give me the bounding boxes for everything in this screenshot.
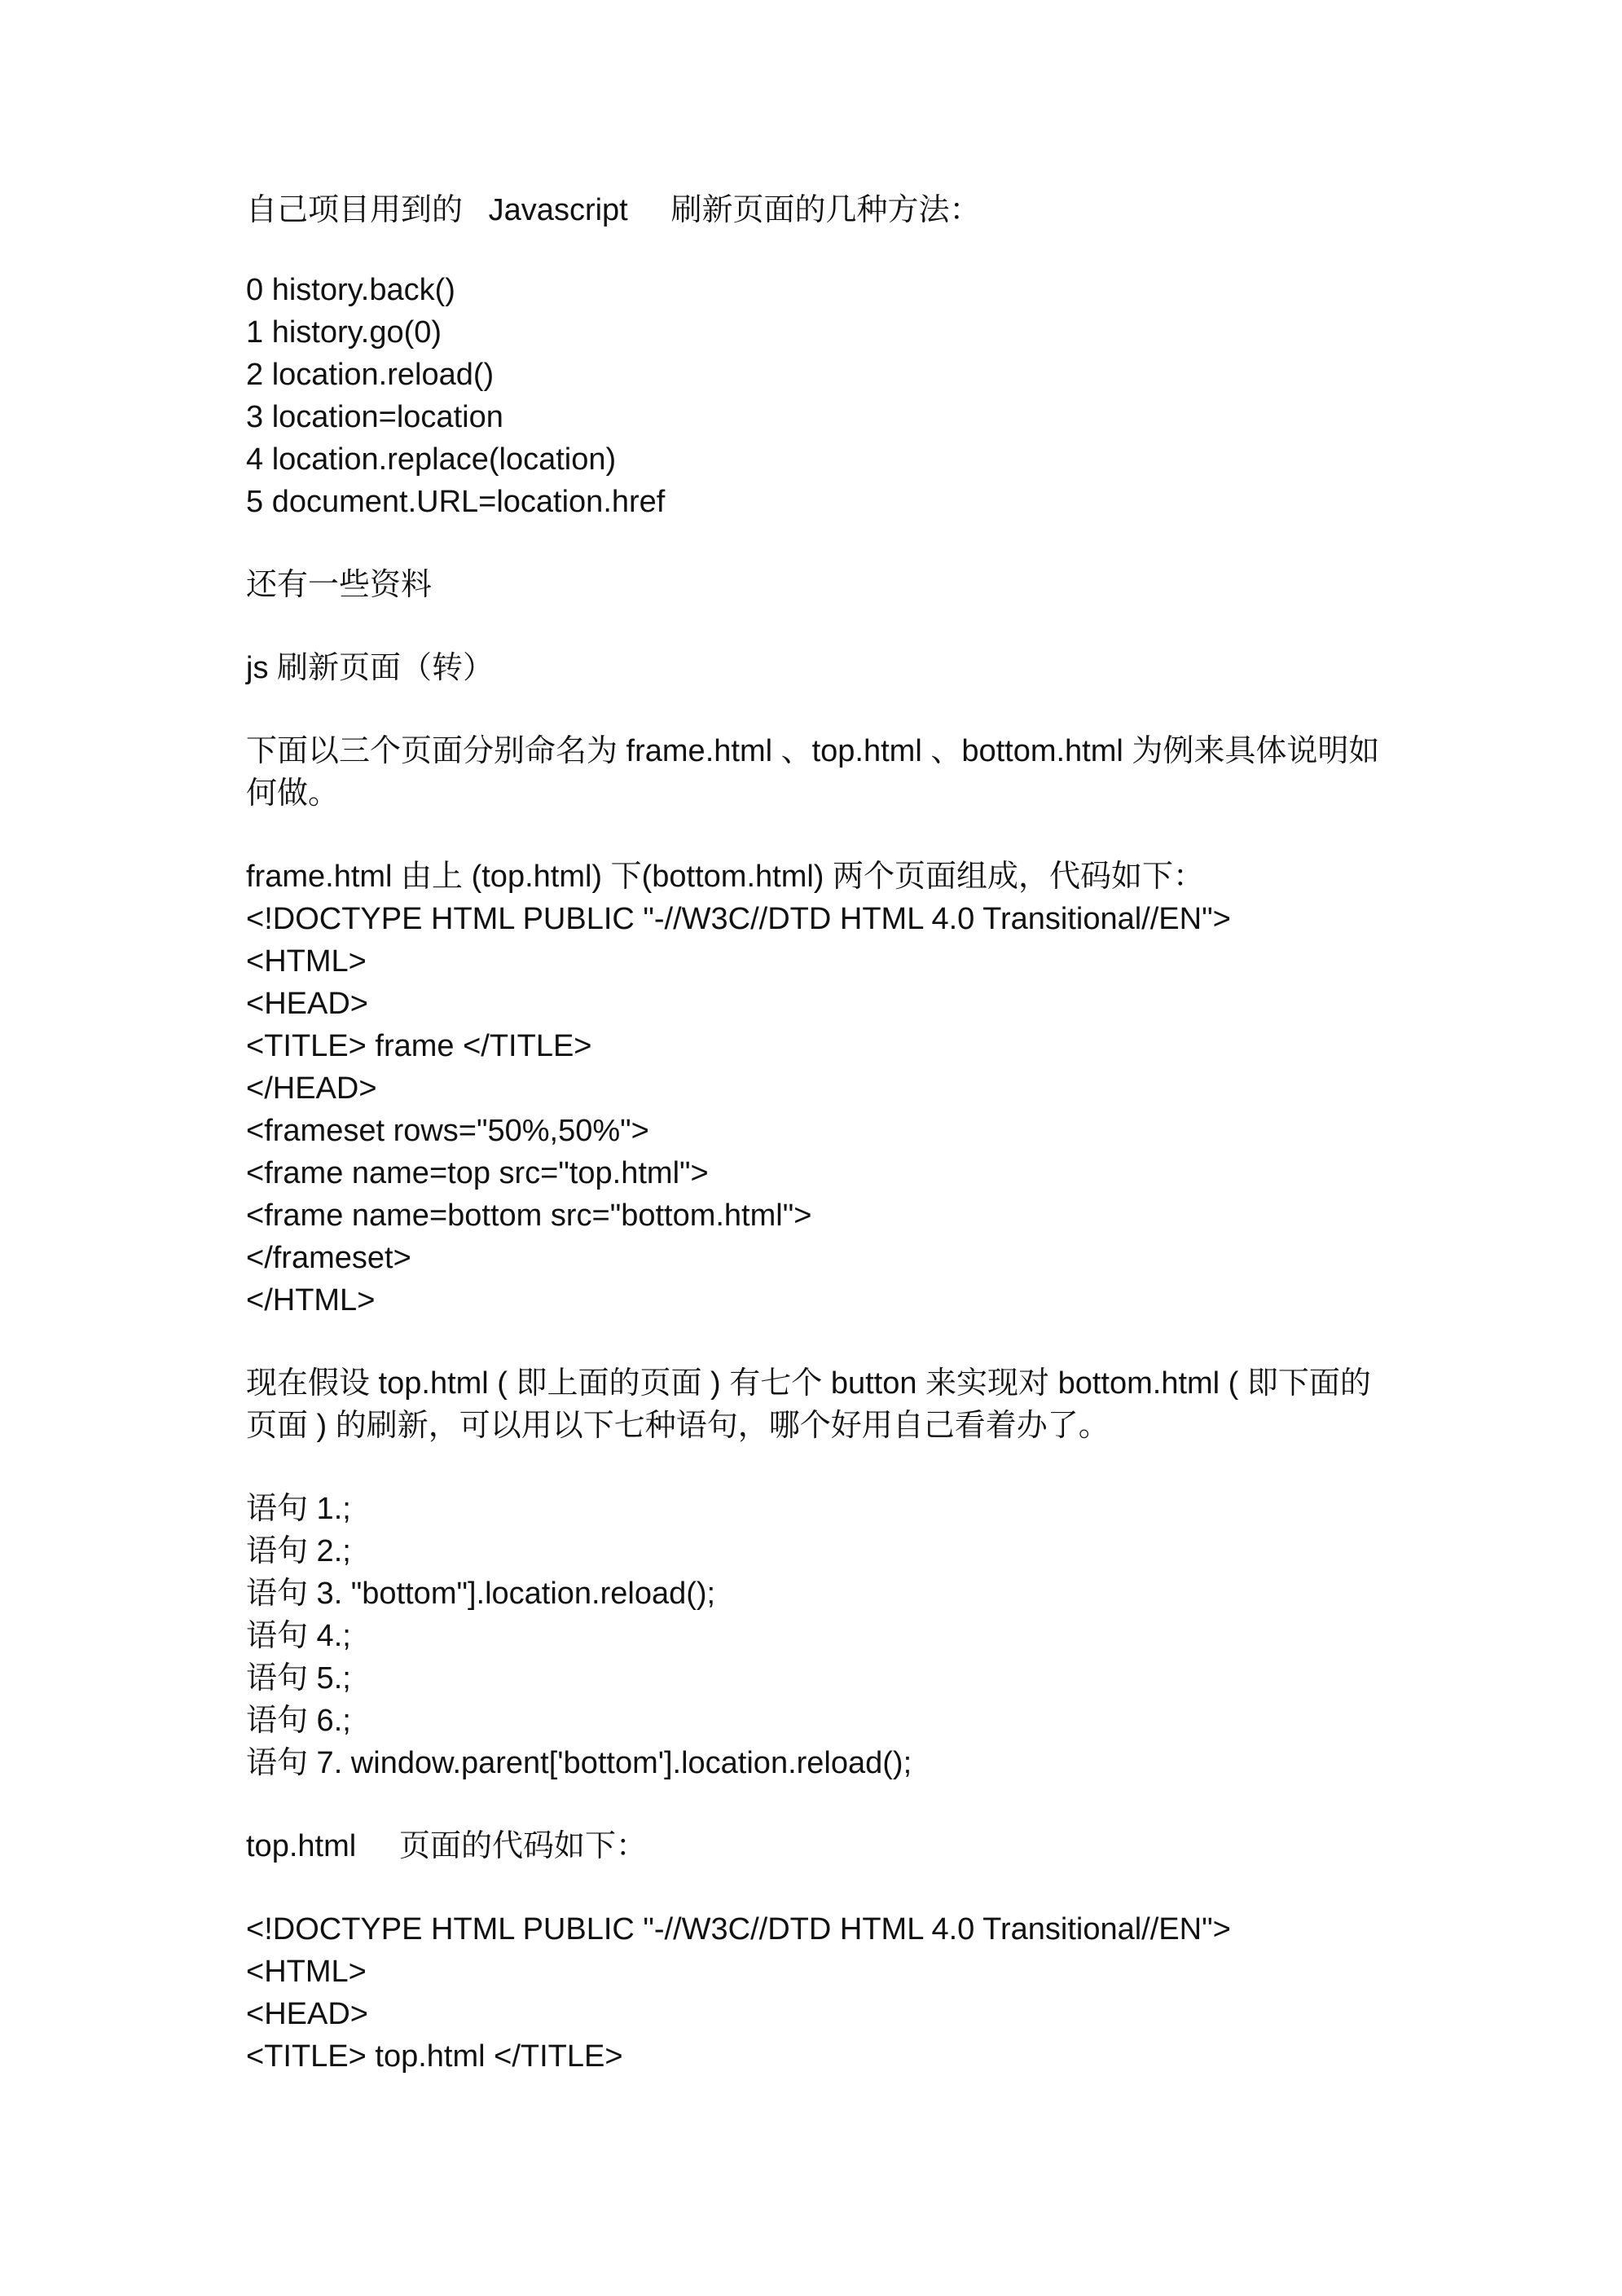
code-line: <HTML> bbox=[246, 944, 367, 979]
spacer bbox=[246, 1784, 1387, 1825]
statement-item: 语句 7. window.parent['bottom'].location.reload(); bbox=[246, 1746, 912, 1780]
code-line: </frameset> bbox=[246, 1241, 411, 1275]
spacer bbox=[246, 606, 1387, 647]
intro-paragraph: 下面以三个页面分别命名为 frame.html 、top.html 、bottom.html 为例来具体说明如何做。 bbox=[246, 734, 1380, 811]
code-line: <!DOCTYPE HTML PUBLIC "-//W3C//DTD HTML 4.0 Transitional//EN"> bbox=[246, 1912, 1231, 1946]
code-line: <frameset rows="50%,50%"> bbox=[246, 1114, 649, 1148]
more-resources-label: 还有一些资料 bbox=[246, 568, 433, 602]
document-page bbox=[246, 189, 1387, 2078]
frame-code-block bbox=[246, 898, 1387, 1322]
top-page-description: top.html 页面的代码如下： bbox=[246, 1829, 647, 1863]
refresh-methods-list bbox=[246, 269, 1387, 523]
code-line: </HTML> bbox=[246, 1283, 376, 1317]
spacer bbox=[246, 523, 1387, 564]
code-line: </HEAD> bbox=[246, 1071, 377, 1106]
spacer bbox=[246, 1322, 1387, 1362]
statements-list bbox=[246, 1488, 1387, 1784]
method-item: 5 document.URL=location.href bbox=[246, 485, 666, 519]
method-item: 1 history.go(0) bbox=[246, 315, 442, 350]
method-item: 0 history.back() bbox=[246, 273, 455, 307]
section-subtitle: js 刷新页面（转） bbox=[246, 651, 495, 685]
statement-item: 语句 1.; bbox=[246, 1492, 351, 1526]
spacer bbox=[246, 1867, 1387, 1908]
method-item: 2 location.reload() bbox=[246, 358, 495, 392]
spacer bbox=[246, 231, 1387, 269]
spacer bbox=[246, 815, 1387, 856]
top-code-block bbox=[246, 1908, 1387, 2078]
frame-description: frame.html 由上 (top.html) 下(bottom.html) 两个页面组成，代码如下： bbox=[246, 860, 1205, 894]
code-line: <!DOCTYPE HTML PUBLIC "-//W3C//DTD HTML 4.0 Transitional//EN"> bbox=[246, 902, 1231, 936]
statement-item: 语句 3. "bottom"].location.reload(); bbox=[246, 1577, 716, 1611]
statement-item: 语句 6.; bbox=[246, 1704, 351, 1738]
statement-item: 语句 4.; bbox=[246, 1619, 351, 1653]
code-line: <HEAD> bbox=[246, 987, 368, 1021]
code-line: <frame name=bottom src="bottom.html"> bbox=[246, 1199, 812, 1233]
code-line: <TITLE> frame </TITLE> bbox=[246, 1029, 592, 1063]
assumption-paragraph: 现在假设 top.html ( 即上面的页面 ) 有七个 button 来实现对 bottom.html ( 即下面的页面 ) 的刷新，可以用以下七种语句，哪个好用自己看着办了。 bbox=[246, 1366, 1371, 1443]
code-line: <frame name=top src="top.html"> bbox=[246, 1156, 709, 1190]
spacer bbox=[246, 1447, 1387, 1488]
statement-item: 语句 2.; bbox=[246, 1534, 351, 1568]
code-line: <TITLE> top.html </TITLE> bbox=[246, 2039, 623, 2074]
statement-item: 语句 5.; bbox=[246, 1661, 351, 1696]
code-line: <HTML> bbox=[246, 1955, 367, 1989]
spacer bbox=[246, 689, 1387, 730]
document-heading: 自己项目用到的 Javascript 刷新页面的几种方法： bbox=[246, 193, 981, 227]
code-line: <HEAD> bbox=[246, 1997, 368, 2031]
method-item: 3 location=location bbox=[246, 400, 503, 434]
method-item: 4 location.replace(location) bbox=[246, 442, 617, 477]
